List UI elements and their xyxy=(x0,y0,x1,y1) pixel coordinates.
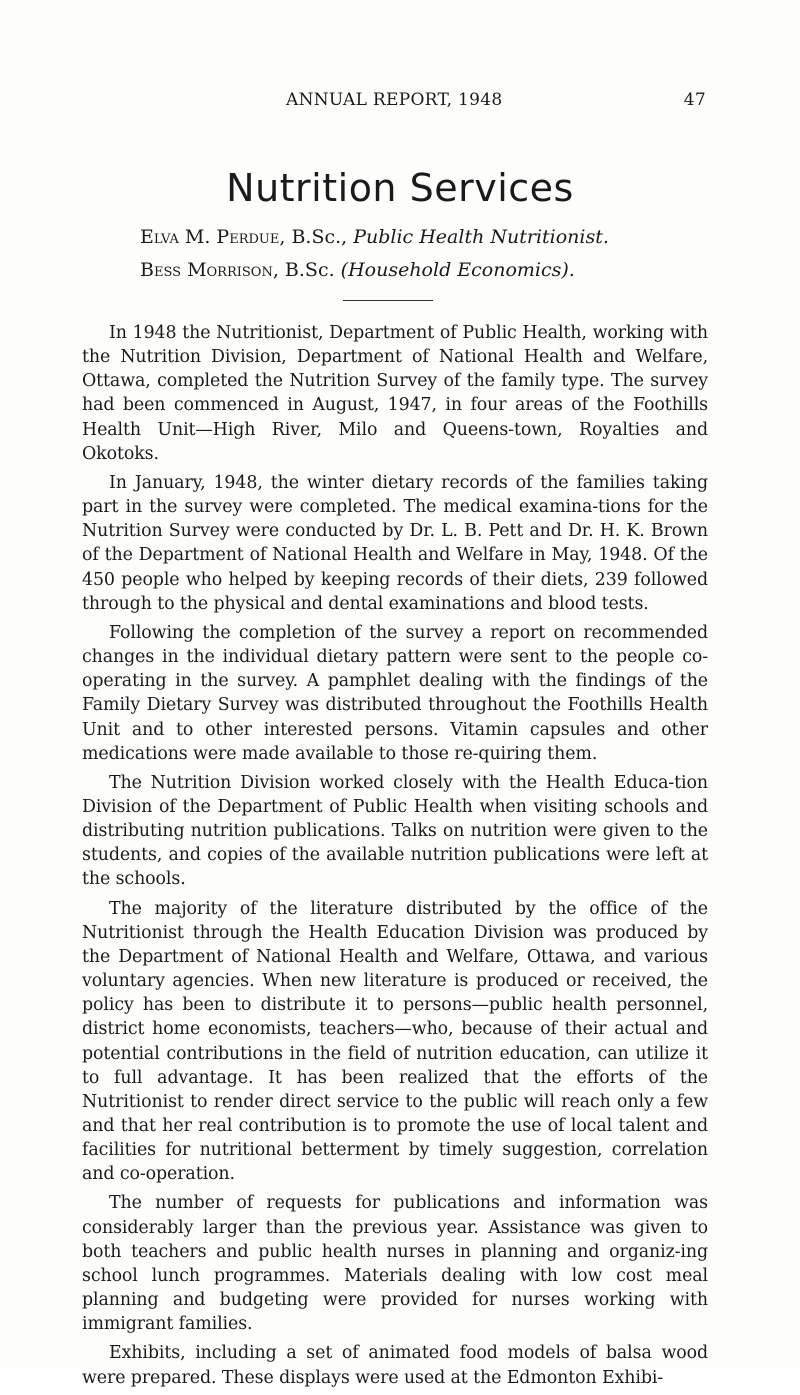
paragraph: The majority of the literature distributed by the office of the Nutritionist through the Health Education Division was produced by the Department of National Health and Welfare, Ottawa, and various voluntary agencies. When new literature is produced or received, the policy has been to distribute it to persons—public health personnel, district home economists, teachers—who, because of their actual and potential contributions in the field of nutrition education, can utilize it to full advantage. It has been realized that the efforts of the Nutritionist to render direct service to the public will reach only a few and that her real contribution is to promote the use of local talent and facilities for nutritional betterment by timely suggestion, correlation and co-operation. xyxy=(82,898,708,1185)
paragraph: Following the completion of the survey a report on recommended changes in the individual dietary pattern were sent to the people co-operating in the survey. A pamphlet dealing with the findings of the Family Dietary Survey was distributed throughout the Foothills Health Unit and to other interested persons. Vitamin capsules and other medications were made available to those re-quiring them. xyxy=(82,622,708,764)
author-degree: , B.Sc., xyxy=(279,226,354,248)
paragraph: Exhibits, including a set of animated food models of balsa wood were prepared. These displays were used at the Edmonton Exhibi- xyxy=(82,1343,708,1388)
author-line xyxy=(140,226,609,248)
separator-rule xyxy=(343,300,433,301)
author-title: (Household Economics). xyxy=(340,259,575,281)
author-name: Bess Morrison xyxy=(140,259,273,281)
paragraph: The Nutrition Division worked closely with the Health Educa-tion Division of the Department of Public Health when visiting schools and distributing nutrition publications. Talks on nutrition were given to the students, and copies of the available nutrition publications were left at the schools. xyxy=(82,772,708,890)
author-name: Elva M. Perdue xyxy=(140,226,280,248)
paragraph: In 1948 the Nutritionist, Department of Public Health, working with the Nutrition Division, Department of National Health and Welfare, Ottawa, completed the Nutrition Survey of the family type. The survey had been commenced in August, 1947, in four areas of the Foothills Health Unit—High River, Milo and Queens-town, Royalties and Okotoks. xyxy=(82,323,708,464)
page-number: 47 xyxy=(683,90,706,110)
author-title: Public Health Nutritionist. xyxy=(353,226,609,248)
author-degree: , B.Sc. xyxy=(272,259,341,281)
author-line xyxy=(140,259,575,281)
running-title: ANNUAL REPORT, 1948 xyxy=(286,90,503,110)
paragraph: The number of requests for publications and information was considerably larger than the previous year. Assistance was given to both teachers and public health nurses in planning and organiz-ing school lunch programmes. Materials dealing with low cost meal planning and budgeting were provided for nurses working with immigrant families. xyxy=(82,1193,708,1335)
body-text xyxy=(82,321,708,1395)
section-title: Nutrition Services xyxy=(226,166,574,210)
paragraph: In January, 1948, the winter dietary records of the families taking part in the survey were completed. The medical examina-tions for the Nutrition Survey were conducted by Dr. L. B. Pett and Dr. H. K. Brown of the Department of National Health and Welfare in May, 1948. Of the 450 people who helped by keeping records of their diets, 239 followed through to the physical and dental examinations and blood tests. xyxy=(82,472,708,614)
